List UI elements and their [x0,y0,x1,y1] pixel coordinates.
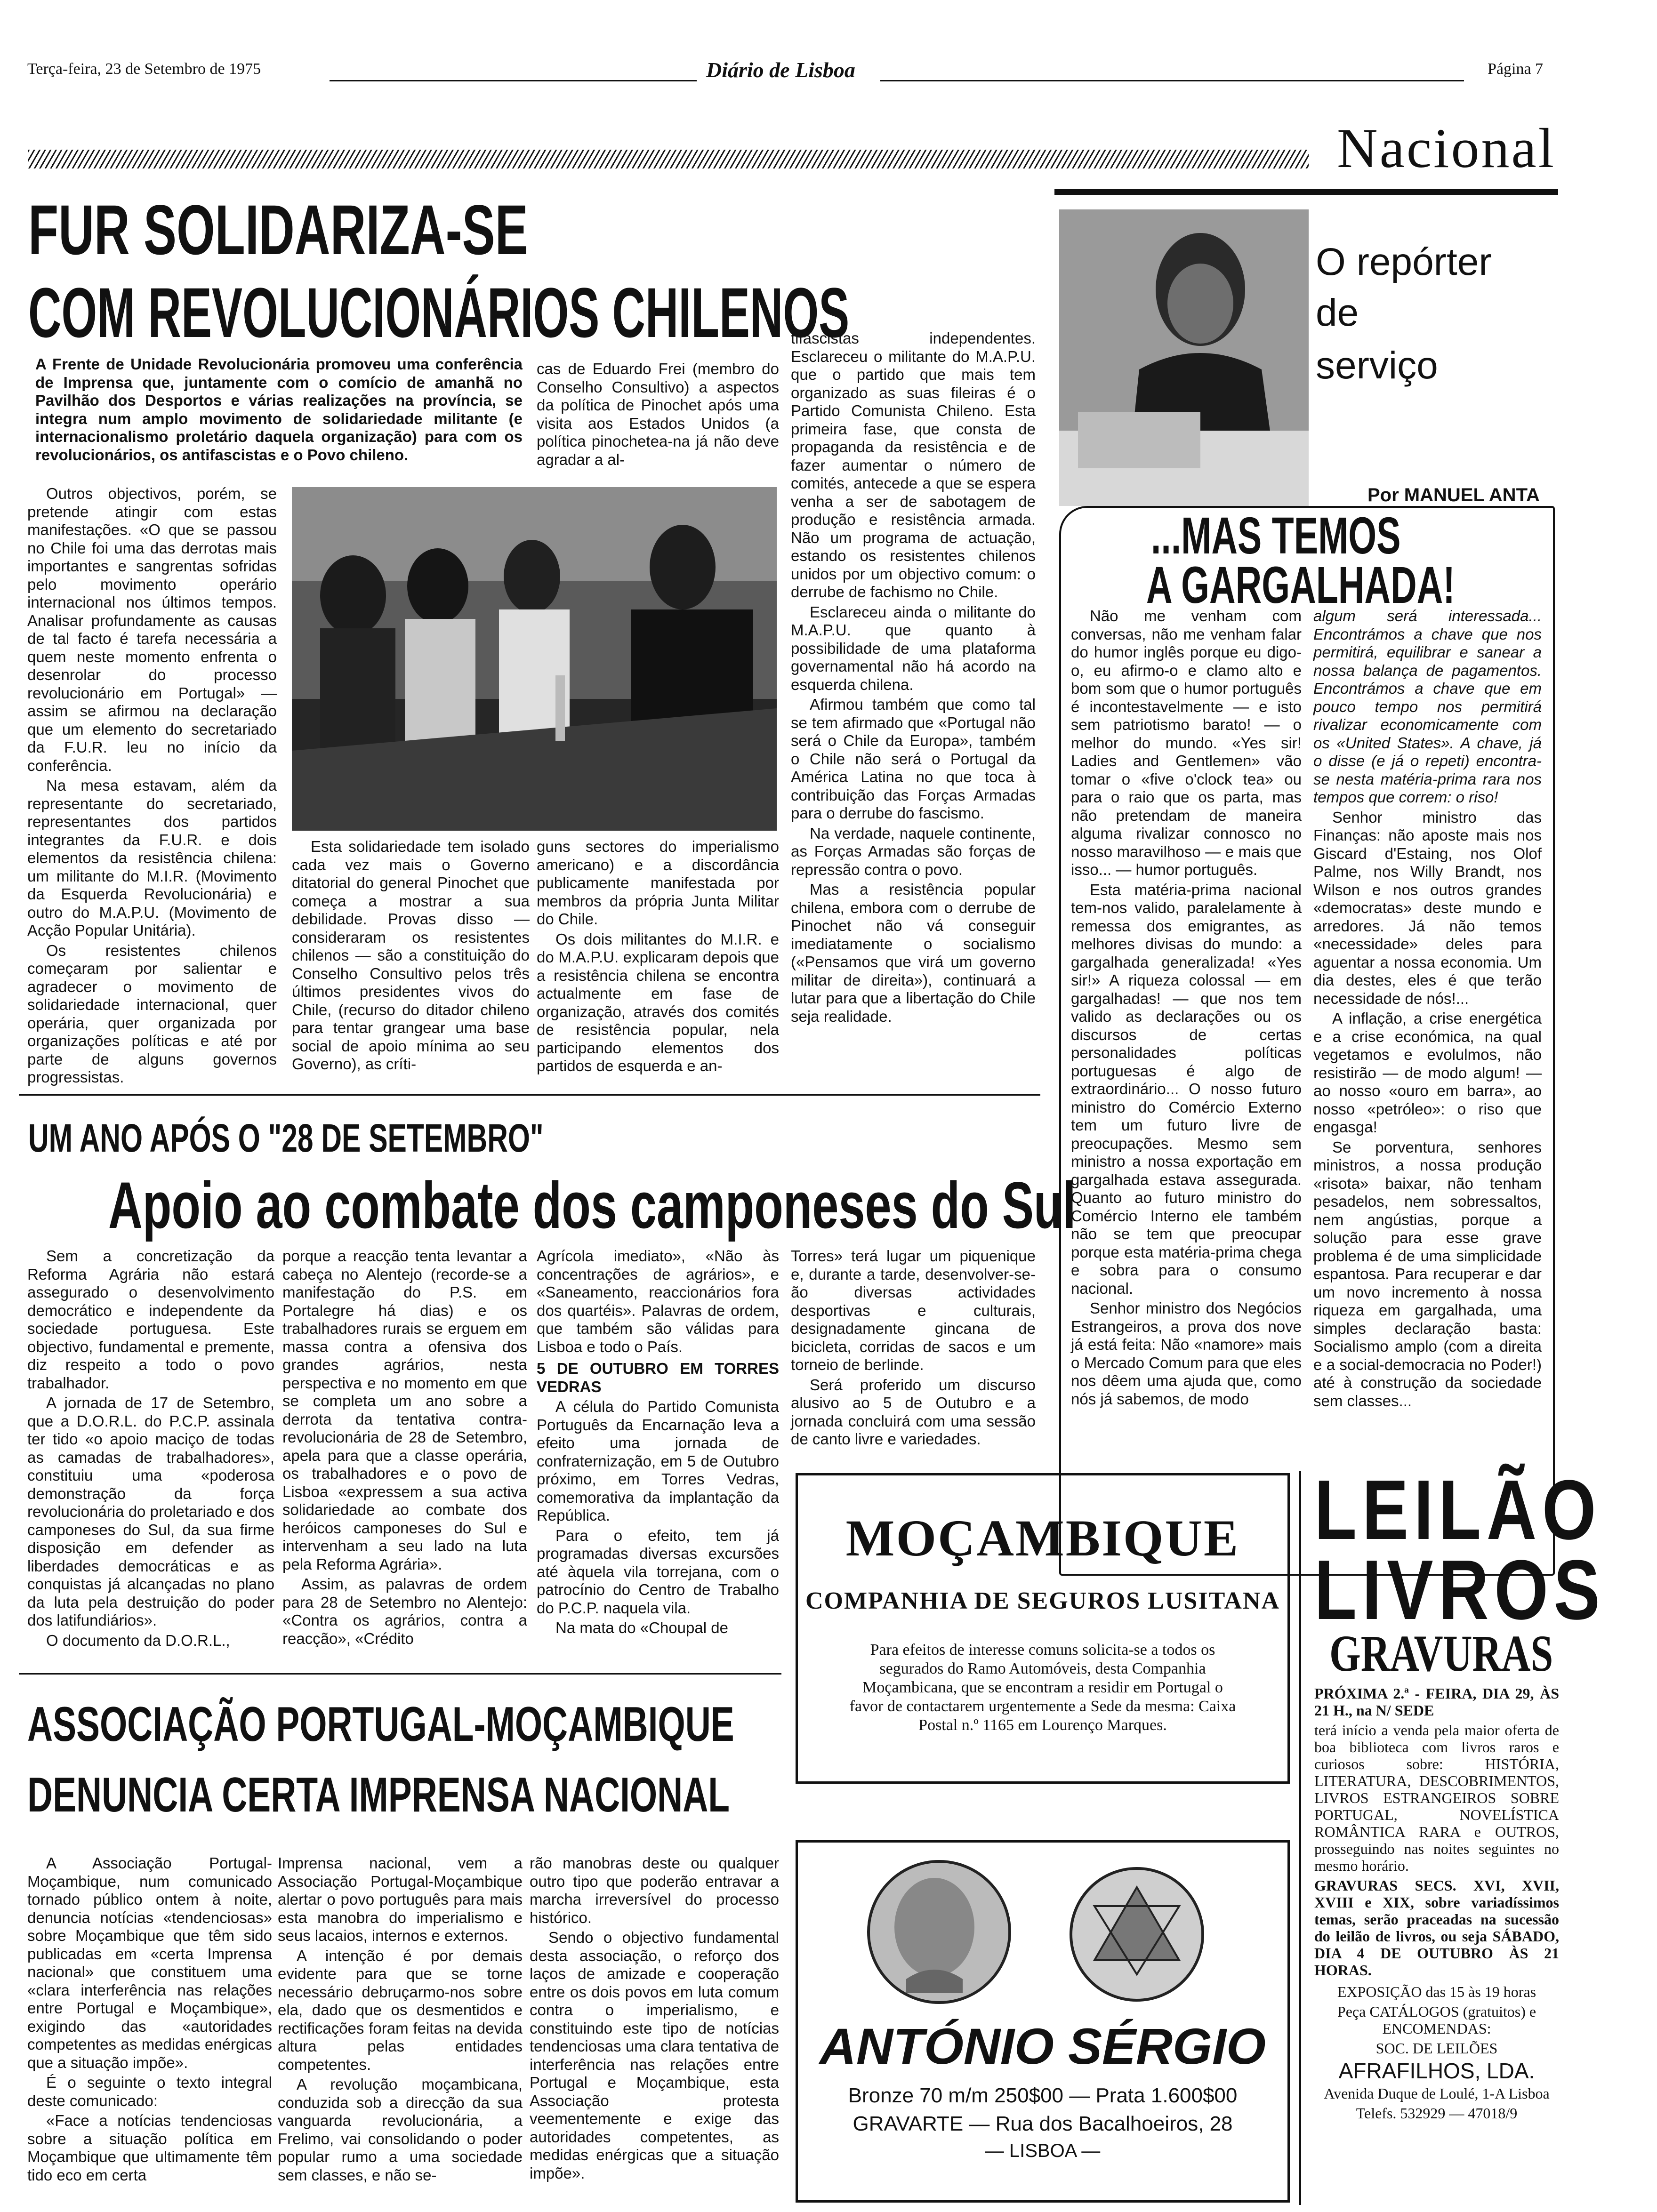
fur-headline-1: FUR SOLIDARIZA-SE [28,190,528,269]
reporter-title-3: serviço [1316,344,1438,387]
paragraph: Esclareceu ainda o militante do M.A.P.U. que quanto à possibilidade de uma plataforma governamental não há acordo na esquerda chilena. [791,603,1036,693]
ad-leilao-line2: LIVROS [1314,1543,1606,1637]
reporter-title-2: de [1316,291,1359,334]
paragraph: Mas a resistência popular chilena, embora com o derrube de Pinochet não vá conseguir imediatamente o socialismo («Pensamos que virá um governo militar de direita»), continuará a lutar para que a libertação do Chile seja realidade. [791,881,1036,1025]
assoc-column-1 [27,1854,272,2193]
ad-mocambique-title: MOÇAMBIQUE [845,1509,1240,1567]
setembro-column-2 [282,1247,527,1647]
paragraph: Imprensa nacional, vem a Associação Portugal-Moçambique alertar o povo português para mais esta manobra do imperialismo e seus lacaios, internos e externos. [278,1854,523,1944]
paragraph: Se porventura, senhores ministros, a nossa produção «risota» baixar, não tenham pesadelos, nem sobressaltos, nem angústias, porque a solução para esse grave problema é de uma simplicidade espantosa. Para recuperar e dar um novo incremento à nossa riqueza em gargalhada, uma simples declaração basta: Socialismo amplo (com a direita e a social-democracia no Poder!) até à construção da sociedade sem classes... [1313,1138,1542,1410]
ad-leilao-line1: LEILÃO [1314,1463,1602,1557]
paragraph: O documento da D.O.R.L., [46,1631,230,1649]
fur-lead [35,355,523,475]
reporter-column-b [1313,607,1542,1558]
setembro-column-3 [537,1247,779,1647]
paragraph: Os dois militantes do M.I.R. e do M.A.P.U. explicaram depois que a resistência chilena se encontra actualmente em fase de organização, através dos comités de resistência popular, nela participando elementos dos partidos de esquerda e an- [537,930,779,1074]
setembro-column-1 [27,1247,274,1647]
paragraph: Na mesa estavam, além da representante do secretariado, representantes dos partidos integrantes da F.U.R. e dois elementos da resistência chilena: um militante do M.I.R. (Movimento da Esquerda Revolucionária) e outro do M.A.P.U. (Movimento de Acção Popular Unitária). [27,777,277,939]
fur-column-3b [537,838,779,1074]
reporter-column-a [1071,607,1302,1558]
reporter-portrait [1059,209,1309,506]
paragraph: Assim, as palavras de ordem para 28 de Setembro no Alentejo: «Contra os agrários, contra a reacção», «Crédito [282,1575,527,1647]
reporter-title-1: O repórter [1316,240,1492,283]
paragraph: É o seguinte o texto integral deste comunicado: [27,2074,272,2109]
paragraph: tifascistas independentes. Esclareceu o militante do M.A.P.U. que o partido que mais tem organizado as suas fileiras é o Partido Comunista Chileno. Esta primeira fase, que consta de propaganda da resistência e de fazer aumentar o número de comités, antecede a que se espera venha a ser de sabotagem de produção e resistência armada. Não um programa de actuação, estando os resistentes chilenos unidos por um objectivo comum: o derrube de fachismo no Chile. [791,329,1036,601]
paragraph: Na mata do «Choupal de [555,1619,728,1636]
ad-mocambique [796,1473,1290,1784]
ad-mocambique-body: Para efeitos de interesse comuns solicita-se a todos os segurados do Ramo Automóveis, desta Companhia Moçambicana, que se encontram a residir em Portugal o favor de contactarem urgentemente a Sede da mesma: Caixa Postal n.º 1165 em Lourenço Marques. [849,1641,1236,1734]
paragraph: Para o efeito, tem já programadas diversas excursões até àquela vila torrejana, com o patrocínio do Centro de Trabalho do P.C.P. naquela vila. [537,1526,779,1617]
ad-leilao-date: PRÓXIMA 2.ª - FEIRA, DIA 29, ÀS 21 H., na N/ SEDE [1314,1685,1559,1719]
page-number: Página 7 [1488,60,1544,78]
fur-column-4 [791,329,1036,1057]
paper-name: Diário de Lisboa [706,58,855,82]
reporter-headline-1: ...MAS TEMOS [1151,507,1401,565]
masthead-rule-right [880,80,1464,81]
setembro-headline: Apoio ao combate dos camponeses do Sul [108,1168,1076,1242]
paragraph: Afirmou também que como tal se tem afirmado que «Portugal não será o Chile da Europa», também o Chile não será o Portugal da América Latina no que toca à contribuição das Forças Armadas para o derrube do fascismo. [791,696,1036,822]
ad-leilao-text [1314,1685,1559,2122]
ad-leilao-catalogos: Peça CATÁLOGOS (gratuitos) e ENCOMENDAS: [1337,2003,1536,2037]
medal-images [798,1852,1287,2012]
reporter-headline-2: A GARGALHADA! [1146,556,1455,614]
paragraph: Esta solidariedade tem isolado cada vez mais o Governo ditatorial do general Pinochet que começa a mostrar a sua debilidade. Provas disso — consideraram os resistentes chilenos — são a constituição do Conselho Consultivo pelos três últimos presidentes vivos do Chile, (recurso do ditador chileno para tentar grangear uma base social de apoio mínima ao seu Governo), as críti- [292,838,530,1073]
subheading: 5 DE OUTUBRO EM TORRES VEDRAS [537,1360,779,1395]
ad-leilao-line3: GRAVURAS [1329,1625,1553,1682]
paragraph: A Associação Portugal-Moçambique, num comunicado tornado público ontem à noite, denuncia notícias «tendenciosas» sobre Moçambique que têm sido publicadas em «certa Imprensa nacional» que constituem uma «clara interferência nas relações entre Portugal e Moçambique», exigindo das «autoridades competentes as medidas enérgicas que a situação impõe». [27,1854,272,2071]
ad-sergio-name: ANTÓNIO SÉRGIO [819,2018,1266,2075]
section-rule [1054,189,1558,195]
paragraph: A célula do Partido Comunista Português da Encarnação leva a efeito uma jornada de confraternização, em 5 de Outubro próximo, em Torres Vedras, comemorativa da implantação da República. [537,1398,779,1524]
divider-setembro [19,1673,781,1675]
paragraph: Sem a concretização da Reforma Agrária não estará assegurado o desenvolvimento democrático e independente da sociedade portuguesa. Este objectivo, fundamental e premente, diz respeito a todo o povo trabalhador. [27,1247,274,1392]
ad-sergio-seller: GRAVARTE — Rua dos Bacalhoeiros, 28 [853,2112,1233,2135]
paragraph: A jornada de 17 de Setembro, que a D.O.R.L. do P.C.P. assinala ter tido «o apoio maciço de todas as camadas de trabalhadores», constituiu uma «poderosa demonstração da força revolucionária do proletariado e dos camponeses do Sul, da sua firme disposição em defender as liberdades democráticas e as conquistas já alcançadas no plano da luta pela destruição do poder dos latifundiários». [27,1394,274,1629]
ad-leilao-soc: SOC. DE LEILÕES [1375,2040,1498,2057]
assoc-column-2 [278,1854,523,2193]
paragraph: algum será interessada... Encontrámos a chave que nos permitirá, equilibrar e sanear a nossa balança de pagamentos. Encontrámos a chave que em pouco tempo nos permitirá rivalizar economicamente com os «United States». A chave, já o disse (e já o repeti) encontra-se nesta matéria-prima rara nos tempos que correm: o riso! [1313,607,1542,806]
paragraph: Torres» terá lugar um piquenique e, durante a tarde, desenvolver-se-ão diversas actividades desportivas e culturais, designadamente gincana de bicicleta, corridas de sacos e um torneio de berlinde. [791,1247,1036,1373]
assoc-column-3 [530,1854,779,2193]
divider-fur [19,1094,1040,1096]
paragraph: rão manobras deste ou qualquer outro tipo que poderão entravar a marcha irreversível do processo histórico. [530,1854,779,1926]
date-line: Terça-feira, 23 de Setembro de 1975 [27,60,261,78]
ad-leilao-exposicao: EXPOSIÇÃO das 15 às 19 horas [1337,1983,1536,2000]
fur-headline-2: COM REVOLUCIONÁRIOS CHILENOS [28,273,850,352]
paragraph: «Face a notícias tendenciosas sobre a situação política em Moçambique que ultimamente têm tido eco em certa [27,2112,272,2184]
ad-leilao-body: terá início a venda pela maior oferta de boa biblioteca com livros raros e curiosos sobre: HISTÓRIA, LITERATURA, DESCOBRIMENTOS, LIVROS ESTRANGEIROS SOBRE PORTUGAL, NOVELÍSTICA ROMÂNTICA RARA e OUTROS, prosseguindo nas noites seguintes no mesmo horário. [1314,1722,1559,1874]
ad-leilao-phones: Telefs. 532929 — 47018/9 [1356,2105,1518,2122]
assoc-headline-1: ASSOCIAÇÃO PORTUGAL-MOÇAMBIQUE [27,1697,734,1752]
paragraph: Senhor ministro dos Negócios Estrangeiros, a prova dos nove já está feita: Não «namore» mais o Mercado Comum para que eles nos dêem uma ajuda que, como nós já sabemos, de modo [1071,1299,1302,1408]
section-title: Nacional [1337,117,1556,179]
fur-lead-text: A Frente de Unidade Revolucionária promoveu uma conferência de Imprensa que, juntamente com o comício de amanhã no Pavilhão dos Desportos e várias realizações na província, se integra num amplo movimento de solidariedade militante (e internacionalismo proletário daquela organização) para com os revolucionários, os antifascistas e o Povo chileno. [35,355,523,464]
ad-leilao-firm: AFRAFILHOS, LDA. [1338,2059,1535,2083]
photo-scene [292,487,777,831]
paragraph: Outros objectivos, porém, se pretende atingir com estas manifestações. «O que se passou no Chile foi uma das derrotas mais importantes e sangrentas sofridas pelo movimento operário internacional nos últimos tempos. Analisar profundamente as causas de tal facto é tarefa necessária a quem neste momento enfrenta o desenrolar do processo revolucionário em Portugal» — assim se afirmou na declaração que um elemento do secretariado da F.U.R. leu no início da conferência. [27,485,277,774]
portrait-scene [1059,209,1309,506]
assoc-headline-2: DENUNCIA CERTA IMPRENSA NACIONAL [27,1768,730,1822]
paragraph: guns sectores do imperialismo americano) e a discordância publicamente manifestada por membros da própria Junta Militar do Chile. [537,838,779,928]
ad-antonio-sergio [796,1840,1290,2203]
paragraph: A intenção é por demais evidente para que se torne necessário debruçarmo-nos sobre ela, dado que os desmentidos e rectificações foram feitas na devida altura pelas entidades competentes. [278,1947,523,2073]
ad-leilao-address: Avenida Duque de Loulé, 1-A Lisboa [1324,2085,1550,2102]
paragraph: Agrícola imediato», «Não às concentrações de agrários», e «Saneamento, reaccionários fora dos quartéis». Palavras de ordem, que também são válidas para Lisboa e todo o País. [537,1247,779,1355]
paragraph: Os resistentes chilenos começaram por salientar e agradecer o movimento de solidariedade internacional, quer operária, quer organizada por organizações políticas e até por parte de alguns governos progressistas. [27,941,277,1086]
paragraph: A inflação, a crise energética e a crise económica, na qual vegetamos e evolulmos, não resistirão — de modo algum! — ao nosso «ouro em barra», ao nosso «petróleo»: o riso que engasga! [1313,1010,1542,1136]
reporter-byline: Por MANUEL ANTA [1367,485,1540,505]
section-hatch-band [28,150,1309,168]
setembro-kicker: UM ANO APÓS O "28 DE SETEMBRO" [28,1116,544,1160]
setembro-column-4 [791,1247,1036,1506]
ad-leilao [1299,1463,1606,2205]
masthead-rule-left [330,80,697,81]
fur-column-2 [292,838,530,1073]
paragraph: Será proferido um discurso alusivo ao 5 de Outubro e a jornada concluirá com uma sessão de canto livre e variedades. [791,1376,1036,1448]
ad-sergio-city: — LISBOA — [985,2140,1101,2161]
paragraph: A revolução moçambicana, conduzida sob a direcção da sua vanguarda revolucionária, a Frelimo, vai consolidando o poder popular rumo a uma sociedade sem classes, e não se- [278,2076,523,2184]
paragraph: Sendo o objectivo fundamental desta associação, o reforço dos laços de amizade e cooperação entre os dois povos em luta comum contra o imperialismo, e constituindo este tipo de notícias tendenciosas uma clara tentativa de interferência nas relações entre Portugal e Moçambique, esta Associação protesta veementemente e exige das autoridades competentes, as medidas enérgicas que a situação impõe». [530,1929,779,2182]
ad-sergio-prices: Bronze 70 m/m 250$00 — Prata 1.600$00 [848,2084,1238,2107]
paragraph: Senhor ministro das Finanças: não aposte mais nos Giscard d'Estaing, nos Olof Palme, nos Willy Brandt, nos Wilson e nos outros grandes «democratas» deste mundo e arredores. Já não temos «necessidade» deles para aguentar a nossa economia. Um dia destes, eles é que terão necessidade de nós!... [1313,808,1542,1007]
paragraph: porque a reacção tenta levantar a cabeça no Alentejo (recorde-se a manifestação do P.S. em Portalegre há dias) e os trabalhadores rurais se erguem em massa contra a ofensiva dos grandes agrários, nesta perspectiva e no momento em que se completa um ano sobre a derrota da tentativa contra-revolucionária de 28 de Setembro, apela para que a classe operária, os trabalhadores e o povo de Lisboa «expressem a sua activa solidariedade ao combate dos heróicos camponeses do Sul e intervenham a seu lado na luta pela Reforma Agrária». [282,1247,527,1573]
fur-column-3a [537,360,779,478]
fur-press-conference-photo [292,487,777,831]
ad-leilao-gravuras: GRAVURAS SECS. XVI, XVII, XVIII e XIX, sobre variadíssimos temas, serão praceadas na sucessão do leilão de livros, ou seja SÁBADO, DIA 4 DE OUTUBRO ÀS 21 HORAS. [1314,1877,1559,1979]
paragraph: Não me venham com conversas, não me venham falar do humor inglês porque eu digo-o, eu afirmo-o e clamo alto e bom som que o humor português é incontestavelmente — e isto sem patriotismo barato! — o melhor do mundo. «Yes sir! Ladies and Gentlemen» vão tomar o «five o'clock tea» ou para o raio que os parta, mas não pretendam de maneira alguma rivalizar connosco no nosso maravilhoso — e mais que isso... — humor português. [1071,607,1302,878]
fur-column-1 [27,485,277,1086]
ad-mocambique-company: COMPANHIA DE SEGUROS LUSITANA [805,1587,1280,1614]
paragraph: cas de Eduardo Frei (membro do Conselho Consultivo) a aspectos da política de Pinochet após uma visita aos Estados Unidos (a política pinochetea-na já não deve agradar a al- [537,360,779,468]
paragraph: Esta matéria-prima nacional tem-nos valido, paralelamente à remessa dos emigrantes, as melhores divisas do mundo: a gargalhada generalizada! «Yes sir!» A riqueza colossal — em gargalhadas! — que nos tem valido as declarações ou os discursos de certas personalidades políticas portuguesas é algo de extraordinário... O nosso futuro ministro do Comércio Externo tem um futuro livre de preocupações. Mesmo sem ministro a nossa exportação em gargalhada estava assegurada. Quanto ao futuro ministro do Comércio Interno ele também não se tem que preocupar porque esta matéria-prima chega e sobra para o consumo nacional. [1071,881,1302,1297]
paragraph: Na verdade, naquele continente, as Forças Armadas são forças de repressão contra o povo. [791,824,1036,878]
